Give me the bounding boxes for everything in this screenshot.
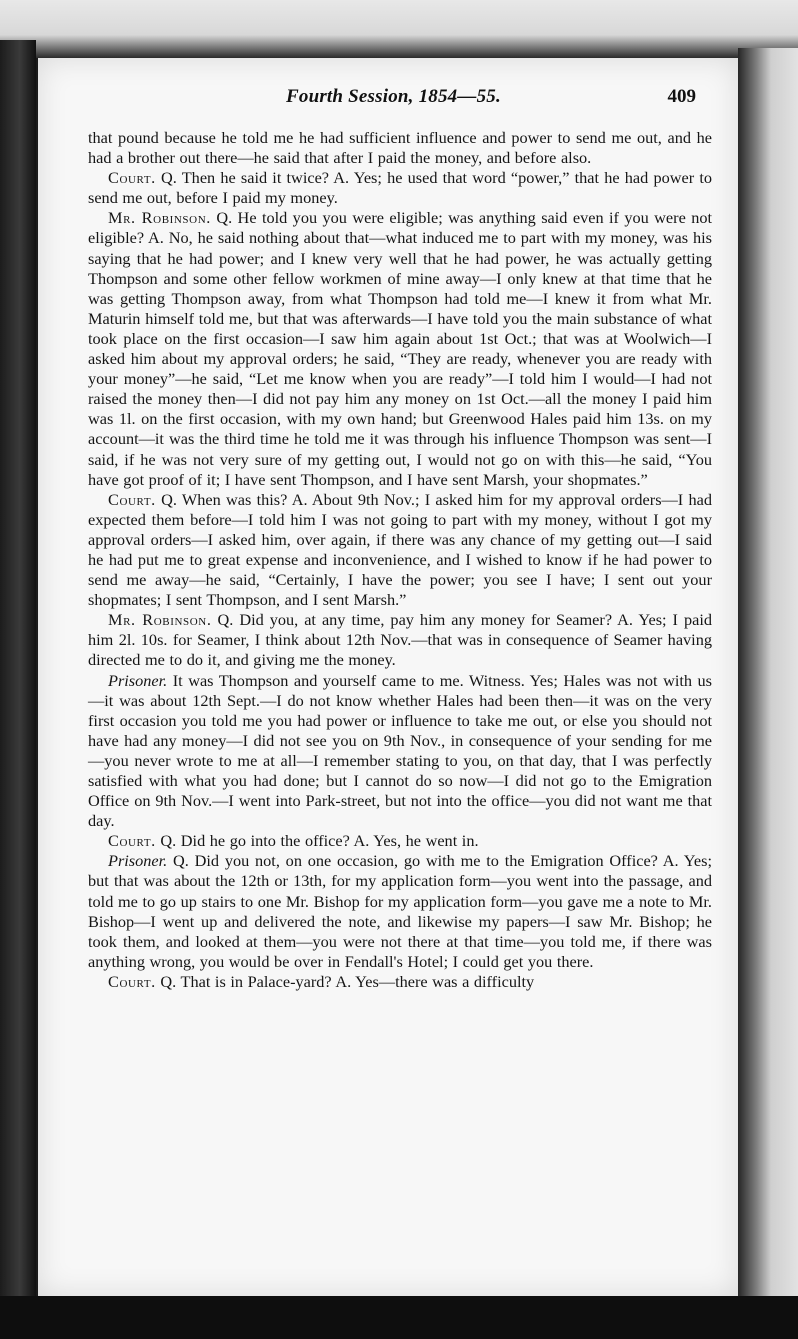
page-edge-right — [738, 48, 798, 1300]
speaker-label: Court. — [108, 168, 156, 188]
page-number: 409 — [667, 86, 696, 107]
speaker-label: Mr. Robinson. — [108, 208, 211, 228]
paragraph-text: Q. He told you you were eligible; was anything said even if you were not eligible? A. No, he said nothing about that—what induced me to part with my money, was his saying that he had power; and I knew very well that he had power, he was actually getting Thompson and some other fellow workmen of mine away—I only knew at that time that he was getting Thompson away, from what Thompson had told me—I knew it from what Mr. Maturin himself told me, but that was afterwards—I have told you the main substance of what took place on the first occasion—I saw him again about 1st Oct.; that was at Woolwich—I asked him about my approval orders; he said, “They are ready, whenever you are ready with your money”—he said, “Let me know when you are ready”—I told him I would—I had not raised the money then—I did not pay him any money on 1st Oct.—all the money I paid him was 1l. on the first occasion, with my own hand; but Greenwood Hales paid him 13s. on my account—it was the third time he told me it was through his influence Thompson was sent—I said, if he was not very sure of my getting out, I would not go on with this—he said, “You have got proof of it; I have sent Thompson, and I have sent Marsh, your shopmates.” — [88, 208, 713, 489]
speaker-label: Prisoner. — [108, 670, 168, 690]
scan-background-bottom — [0, 1296, 798, 1339]
paragraph — [88, 972, 712, 992]
paragraph — [88, 128, 712, 168]
paragraph — [88, 208, 712, 489]
paragraph-text: Q. Did he go into the office? A. Yes, he went in. — [160, 831, 479, 851]
speaker-label: Court. — [108, 971, 156, 991]
paragraph-text: Q. Did you not, on one occasion, go with me to the Emigration Office? A. Yes; but that was about the 12th or 13th, for my application form—you went into the passage, and told me to go up stairs to one Mr. Bishop for my application form—you gave me a note to Mr. Bishop—I went up and delivered the note, and likewise my papers—I saw Mr. Bishop; he took them, and looked at them—you were not there at that time—you told me, if there was anything wrong, you would be over in Fendall's Hotel; I could get you there. — [88, 851, 712, 971]
paragraph — [88, 168, 712, 208]
paragraph-text: It was Thompson and yourself came to me. Witness. Yes; Hales was not with us—it was about 12th Sept.—I do not know whether Hales had been then—it was on the very first occasion you told me you had power or influence to take me out, or else you should not have had any money—I did not see you on 9th Nov., in consequence of your sending for me—you never wrote to me at all—I remember stating to you, on that day, that I was perfectly satisfied with what you had done; but I cannot do so now—I did not go to the Emigration Office on 9th Nov.—I went into Park-street, but not into the office—you did not want me that day. — [88, 670, 712, 831]
paragraph — [88, 671, 712, 832]
speaker-label: Prisoner. — [108, 851, 168, 871]
paragraph — [88, 490, 712, 611]
paragraph — [88, 831, 712, 851]
paragraph — [88, 851, 712, 972]
paragraph-text: Q. When was this? A. About 9th Nov.; I asked him for my approval orders—I had expected them before—I told him I was not going to part with my money, without I got my approval orders—I asked him, over again, if there was any chance of my getting out—I said he had put me to great expense and inconvenience, and I wished to know if he had power to send me away—he said, “Certainly, I have the power; you see I have; I sent out your shopmates; I sent Thompson, and I sent Marsh.” — [88, 489, 712, 610]
running-head: Fourth Session, 1854—55. — [286, 86, 501, 107]
speaker-label: Mr. Robinson. — [108, 610, 212, 630]
book-spine-shadow — [0, 40, 36, 1300]
speaker-label: Court. — [108, 489, 156, 509]
page-header — [38, 86, 718, 116]
paragraph-text: Q. Then he said it twice? A. Yes; he used that word “power,” that he had power to send me out, before I paid my money. — [88, 168, 712, 208]
paragraph-text: Q. Did you, at any time, pay him any money for Seamer? A. Yes; I paid him 2l. 10s. for Seamer, I think about 12th Nov.—that was in consequence of Seamer having directed me to do it, and giving me the money. — [88, 610, 712, 670]
paragraph — [88, 610, 712, 670]
scan-background-top — [0, 0, 798, 58]
paragraph-text: Q. That is in Palace-yard? A. Yes—there was a difficulty — [160, 971, 535, 991]
paragraph-text: that pound because he told me he had sufficient influence and power to send me out, and he had a brother out there—he said that after I paid the money, and before also. — [88, 128, 712, 168]
page-body — [88, 128, 712, 992]
book-page — [38, 58, 738, 1296]
speaker-label: Court. — [108, 831, 156, 851]
